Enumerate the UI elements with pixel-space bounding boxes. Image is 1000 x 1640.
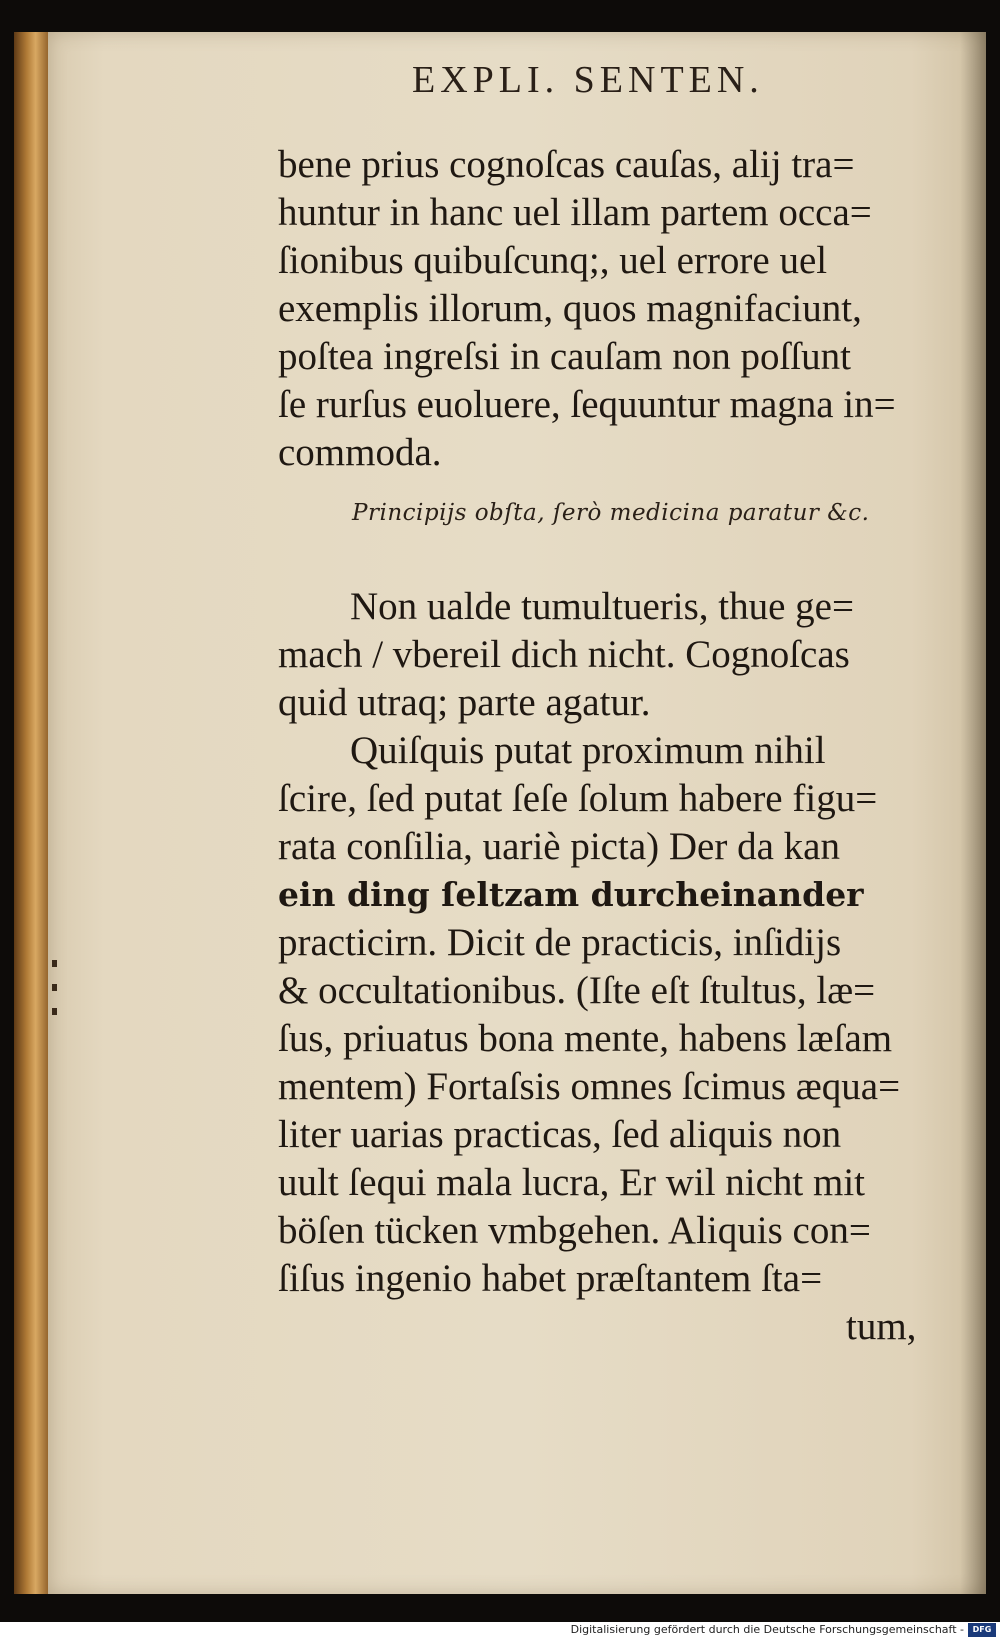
text-line: Non ualde tumultueris, thue ge= — [350, 585, 854, 628]
text-line: ſiſus ingenio habet præſtantem ſta= — [278, 1257, 823, 1300]
dfg-logo: DFG — [968, 1623, 996, 1637]
motto-line: Principijs obſta, ſerò medicina paratur &c. — [352, 500, 870, 526]
text-line: exemplis illorum, quos magnifaciunt, — [278, 287, 862, 330]
margin-mark — [52, 960, 57, 967]
page-gutter-shadow — [960, 32, 986, 1594]
text-line: commoda. — [278, 431, 442, 474]
text-line: ſus, priuatus bona mente, habens læſam — [278, 1017, 893, 1060]
text-line: böſen tücken vmbgehen. Aliquis con= — [278, 1209, 871, 1252]
text-line: poſtea ingreſsi in cauſam non poſſunt — [278, 335, 851, 378]
text-line: bene prius cognoſcas cauſas, alij tra= — [278, 143, 855, 186]
margin-marks — [48, 960, 62, 1020]
text-line: uult ſequi mala lucra, Er wil nicht mit — [278, 1161, 866, 1204]
text-line: liter uarias practicas, ſed aliquis non — [278, 1113, 842, 1156]
text-line: ſionibus quibuſcunq;, uel errore uel — [278, 239, 828, 282]
text-line: ein ding ſeltzam durcheinander — [278, 875, 864, 914]
text-line: huntur in hanc uel illam partem occa= — [278, 191, 872, 234]
text-line: mentem) Fortaſsis omnes ſcimus æqua= — [278, 1065, 901, 1108]
margin-mark — [52, 984, 57, 991]
text-line: ſcire, ſed putat ſeſe ſolum habere figu= — [278, 777, 878, 820]
text-line: tum, — [846, 1305, 917, 1348]
text-line: quid utraq; parte agatur. — [278, 681, 651, 724]
text-line: Quiſquis putat proximum nihil — [350, 729, 826, 772]
text-line: & occultationibus. (Iſte eſt ſtultus, læ= — [278, 969, 876, 1012]
running-header: EXPLI. SENTEN. — [412, 59, 764, 101]
text-line: ſe rurſus euoluere, ſequuntur magna in= — [278, 383, 896, 426]
text-line: practicirn. Dicit de practicis, inſidijs — [278, 921, 842, 964]
margin-mark — [52, 1008, 57, 1015]
footer-credit: Digitalisierung gefördert durch die Deutsche Forschungsgemeinschaft - — [570, 1623, 964, 1636]
book-edge — [14, 32, 50, 1594]
text-line: mach / vbereil dich nicht. Cognoſcas — [278, 633, 850, 676]
text-line: rata conſilia, uariè picta) Der da kan — [278, 825, 840, 868]
